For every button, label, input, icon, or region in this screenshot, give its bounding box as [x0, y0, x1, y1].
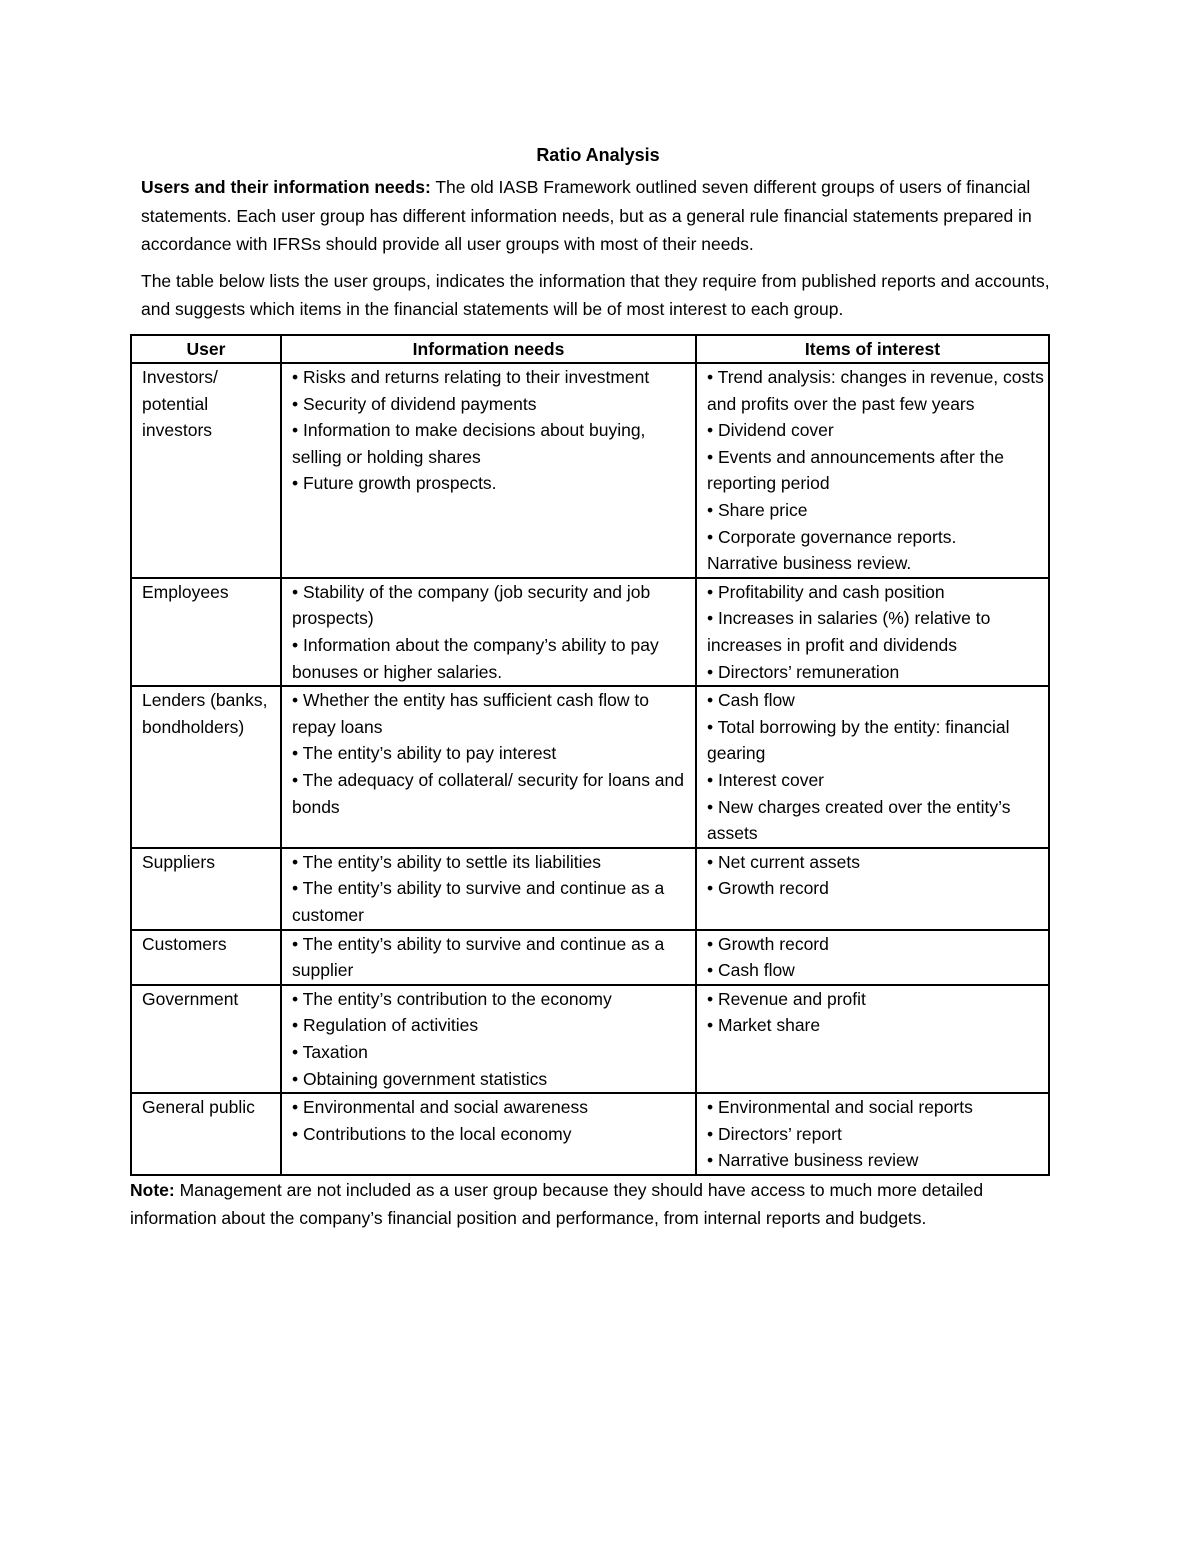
interest-item: • Total borrowing by the entity: financial gearing [707, 716, 1010, 764]
need-item: • The entity’s ability to pay interest [292, 743, 557, 764]
document-title: Ratio Analysis [536, 145, 660, 165]
intro-lead: Users and their information needs: [141, 177, 431, 197]
interest-item: • Dividend cover [707, 420, 834, 441]
cell-information-needs [281, 848, 696, 930]
interest-item: • Market share [707, 1015, 821, 1036]
interest-item: • Narrative business review [707, 1150, 919, 1171]
need-item: • Security of dividend payments [292, 393, 537, 414]
interest-item: • Directors’ remuneration [707, 661, 900, 682]
table-row [131, 363, 1049, 578]
cell-user: Employees [131, 578, 281, 686]
need-item: • Contributions to the local economy [292, 1123, 572, 1144]
need-item: • Regulation of activities [292, 1015, 479, 1036]
cell-user: General public [131, 1093, 281, 1175]
table-intro-paragraph: The table below lists the user groups, indicates the information that they require from published reports and accounts, and suggests which items in the financial statements will be of most interest to each group. [141, 270, 1050, 319]
interest-item: • Share price [707, 500, 808, 521]
interest-item: • Interest cover [707, 770, 825, 790]
need-item: • Information about the company’s ability to pay bonuses or higher salaries. [292, 635, 659, 682]
interest-item: • Events and announcements after the [707, 446, 1005, 467]
interest-item: • Cash flow [707, 960, 795, 981]
table-row [131, 686, 1049, 848]
table-header-row [131, 335, 1049, 364]
need-item: • The entity’s ability to survive and continue as a supplier [292, 933, 665, 981]
header-user: User [131, 335, 281, 364]
cell-items-of-interest [696, 1093, 1049, 1175]
table-row [131, 985, 1049, 1093]
need-item: • Risks and returns relating to their investment [292, 367, 650, 388]
need-item: • The entity’s contribution to the economy [292, 988, 612, 1009]
table-row [131, 848, 1049, 930]
table-row [131, 1093, 1049, 1175]
note-text: Management are not included as a user group because they should have access to much more detailed information about the company’s financial position and performance, from internal reports and budgets. [130, 1179, 984, 1229]
need-item: • The entity’s ability to survive and continue as a customer [292, 878, 665, 925]
cell-information-needs [281, 578, 696, 686]
table-body [131, 363, 1049, 1175]
need-item: • The entity’s ability to settle its liabilities [292, 851, 601, 872]
need-item: • Obtaining government statistics [292, 1068, 548, 1089]
need-item: • Whether the entity has sufficient cash flow to repay loans [292, 690, 649, 737]
interest-item: reporting period [707, 473, 830, 494]
intro-text: The old IASB Framework outlined seven different groups of users of financial statements. Each user group has different information needs, but as a general rule financial statements prepared in accordance with IFRSs should provide all user groups with most of their needs. [141, 177, 1032, 254]
interest-item: • Increases in salaries (%) relative to increases in profit and dividends [707, 608, 991, 656]
table-row [131, 578, 1049, 686]
need-item: • Future growth prospects. [292, 473, 497, 494]
cell-user: Lenders (banks, bondholders) [131, 686, 281, 848]
interest-item: Narrative business review. [707, 553, 912, 574]
cell-items-of-interest [696, 985, 1049, 1093]
interest-item: • Growth record [707, 933, 829, 954]
header-items-of-interest: Items of interest [696, 335, 1049, 364]
cell-user: Investors/ potential investors [131, 363, 281, 578]
need-item: • Taxation [292, 1041, 368, 1062]
cell-user: Government [131, 985, 281, 1093]
cell-information-needs [281, 686, 696, 848]
cell-user: Suppliers [131, 848, 281, 930]
note-paragraph [130, 1176, 1060, 1233]
need-item: • Environmental and social awareness [292, 1097, 589, 1118]
interest-item: • Corporate governance reports. [707, 526, 957, 547]
cell-information-needs [281, 1093, 696, 1175]
interest-item: • Profitability and cash position [707, 581, 945, 602]
interest-item: • Revenue and profit [707, 988, 866, 1009]
cell-user: Customers [131, 930, 281, 985]
users-table [130, 334, 1050, 1176]
interest-item: • Net current assets [707, 851, 860, 872]
cell-items-of-interest [696, 930, 1049, 985]
interest-item: • Directors’ report [707, 1123, 842, 1144]
cell-information-needs [281, 930, 696, 985]
note-lead: Note: [130, 1179, 175, 1200]
need-item: • Information to make decisions about buying, selling or holding shares [292, 420, 646, 467]
interest-item: • Growth record [707, 878, 829, 899]
cell-items-of-interest [696, 363, 1049, 578]
intro-paragraph [141, 173, 1055, 259]
table-row [131, 930, 1049, 985]
cell-information-needs [281, 363, 696, 578]
cell-items-of-interest [696, 848, 1049, 930]
need-item: • Stability of the company (job security and job prospects) [292, 581, 651, 629]
cell-items-of-interest [696, 578, 1049, 686]
interest-item: • Cash flow [707, 690, 795, 711]
need-item: • The adequacy of collateral/ security for loans and bonds [292, 770, 684, 817]
header-information-needs: Information needs [281, 335, 696, 364]
interest-item: • New charges created over the entity’s assets [707, 796, 1011, 844]
cell-items-of-interest [696, 686, 1049, 848]
interest-item: • Trend analysis: changes in revenue, costs and profits over the past few years [707, 367, 1044, 414]
cell-information-needs [281, 985, 696, 1093]
interest-item: • Environmental and social reports [707, 1097, 973, 1118]
